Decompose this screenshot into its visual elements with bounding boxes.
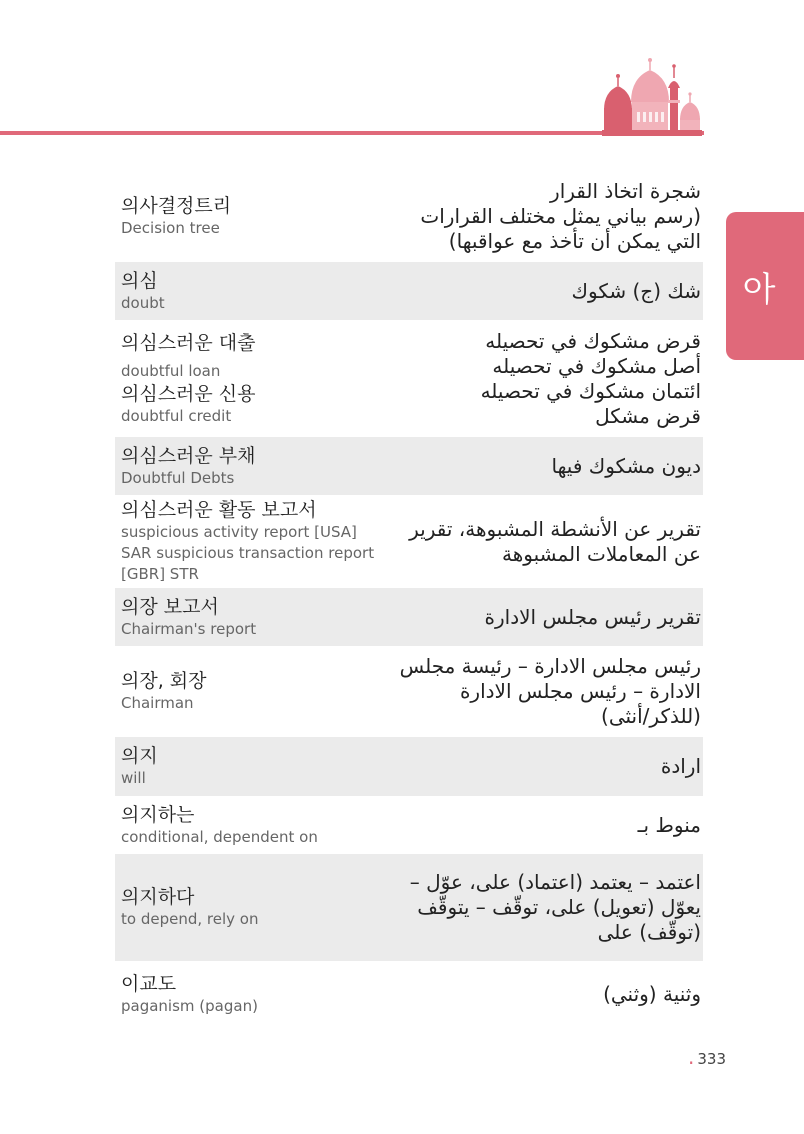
english-term: doubt xyxy=(121,293,165,312)
section-tab xyxy=(726,212,804,360)
korean-term: 의사결정트리 xyxy=(121,194,232,217)
english-term: to depend, rely on xyxy=(121,910,259,928)
arabic-translation: رئيس مجلس الادارة – رئيسة مجلس الادارة – رئيس مجلس الادارة (للذكر/أنثى) xyxy=(399,654,701,728)
glossary-entry xyxy=(115,262,703,320)
glossary-entry xyxy=(115,588,703,646)
english-term: Doubtful Debts xyxy=(121,468,235,487)
korean-term: 의장 보고서 xyxy=(121,595,219,618)
glossary-entry xyxy=(115,961,703,1028)
english-term: conditional, dependent on xyxy=(121,827,318,846)
glossary-entry xyxy=(115,170,703,262)
glossary-entry xyxy=(115,320,703,437)
glossary-entry xyxy=(115,854,703,961)
korean-term: 의심스러운 대출 xyxy=(121,331,256,354)
korean-term: 의지 xyxy=(121,745,158,767)
glossary-entry xyxy=(115,737,703,796)
english-term: SAR suspicious transaction report xyxy=(121,544,375,562)
mosque-illustration xyxy=(598,56,706,136)
korean-term: 의심 xyxy=(121,269,158,292)
arabic-translation: شك (ج) شكوك xyxy=(571,278,701,303)
glossary-entry xyxy=(115,495,703,588)
glossary-entry xyxy=(115,646,703,737)
page-dot-icon: . xyxy=(688,1045,695,1069)
korean-term: 의심스러운 활동 보고서 xyxy=(121,499,317,521)
korean-term: 이교도 xyxy=(121,973,177,995)
page-number-label: 333 xyxy=(697,1050,726,1068)
english-term: will xyxy=(121,769,146,787)
arabic-translation: قرض مشكوك في تحصيله أصل مشكوك في تحصيله ائتمان مشكوك في تحصيله قرض مشكل xyxy=(480,328,701,428)
arabic-translation: منوط بـ xyxy=(637,812,701,837)
glossary-entry xyxy=(115,437,703,495)
korean-term: 의심스러운 부채 xyxy=(121,444,256,467)
english-term: Chairman's report xyxy=(121,619,257,638)
korean-term-secondary: 의심스러운 신용 xyxy=(121,382,256,405)
arabic-translation: تقرير عن الأنشطة المشبوهة، تقرير عن المعاملات المشبوهة xyxy=(409,516,701,566)
page-number xyxy=(688,1045,726,1069)
english-term: paganism (pagan) xyxy=(121,997,258,1015)
english-term-secondary: doubtful credit xyxy=(121,406,232,425)
korean-term: 의지하다 xyxy=(121,886,195,908)
arabic-translation: ارادة xyxy=(660,754,701,778)
english-term: Chairman xyxy=(121,694,194,712)
glossary-entry xyxy=(115,796,703,854)
korean-term: 의지하는 xyxy=(121,803,195,826)
section-tab-label: 아 xyxy=(742,269,776,310)
english-term: suspicious activity report [USA] xyxy=(121,523,357,541)
arabic-translation: ديون مشكوك فيها xyxy=(551,453,701,478)
arabic-translation: تقرير رئيس مجلس الادارة xyxy=(484,604,701,629)
arabic-translation: شجرة اتخاذ القرار (رسم بياني يمثل مختلف القرارات التي يمكن أن تأخذ مع عواقبها) xyxy=(420,178,701,253)
korean-term: 의장, 회장 xyxy=(121,670,207,692)
arabic-translation: وثنية (وثني) xyxy=(603,982,701,1006)
english-term: [GBR] STR xyxy=(121,565,199,583)
glossary-entries xyxy=(115,170,703,1028)
english-term: doubtful loan xyxy=(121,361,221,380)
arabic-translation: اعتمد – يعتمد (اعتماد) على، عوّل – يعوّل (تعويل) على، توقّف – يتوقّف (توقّف) على xyxy=(409,870,701,944)
english-term: Decision tree xyxy=(121,218,220,237)
